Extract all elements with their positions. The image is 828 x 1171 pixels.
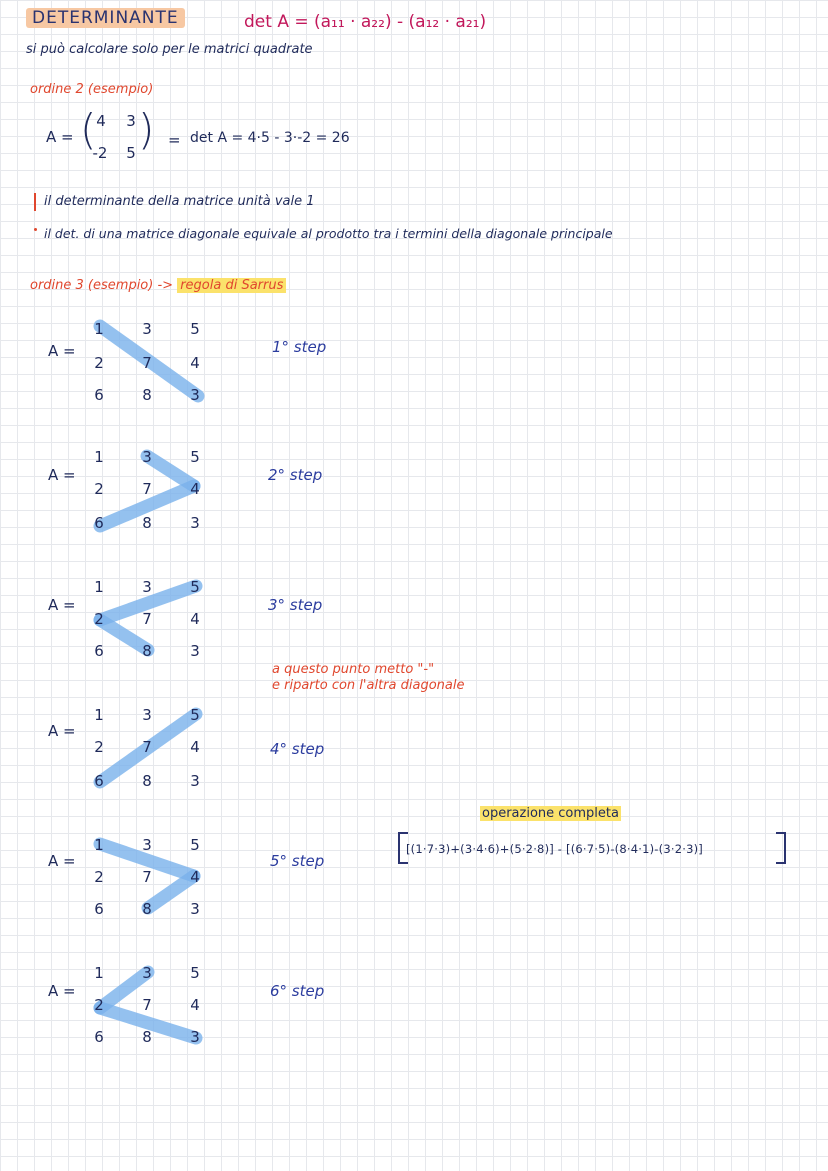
cell: 8 (142, 900, 152, 918)
cell: 2 (94, 868, 104, 886)
order3-heading (30, 278, 286, 293)
cell: 7 (142, 480, 152, 498)
cell: 3 (142, 578, 152, 596)
cell: 6 (94, 514, 104, 532)
cell: 5 (190, 964, 200, 982)
matrix-label: A = (48, 596, 76, 614)
cell: 4 (190, 996, 200, 1014)
cell: 2 (94, 354, 104, 372)
order2-cell: 3 (126, 112, 136, 130)
order3-heading-text: ordine 3 (esempio) -> (30, 278, 174, 293)
cell: 7 (142, 738, 152, 756)
cell: 3 (190, 772, 200, 790)
fact-marker (34, 193, 36, 211)
order2-heading: ordine 2 (esempio) (30, 82, 154, 97)
cell: 8 (142, 1028, 152, 1046)
cell: 2 (94, 996, 104, 1014)
cell: 3 (190, 386, 200, 404)
cell: 3 (142, 706, 152, 724)
step-label-4: 4° step (270, 740, 325, 758)
cell: 5 (190, 836, 200, 854)
cell: 6 (94, 1028, 104, 1046)
step-label-5: 5° step (270, 852, 325, 870)
step3-note-1: a questo punto metto "-" (272, 662, 435, 677)
cell: 8 (142, 386, 152, 404)
operation-title: operazione completa (482, 806, 619, 821)
matrix-label: A = (48, 722, 76, 740)
cell: 4 (190, 738, 200, 756)
step-label-3: 3° step (268, 596, 323, 614)
left-paren: ( (80, 105, 97, 154)
cell: 3 (190, 900, 200, 918)
cell: 6 (94, 386, 104, 404)
cell: 3 (142, 964, 152, 982)
order2-cell: 4 (96, 112, 106, 130)
cell: 1 (94, 836, 104, 854)
cell: 1 (94, 448, 104, 466)
matrix-label: A = (48, 466, 76, 484)
cell: 7 (142, 354, 152, 372)
cell: 2 (94, 610, 104, 628)
cell: 2 (94, 738, 104, 756)
order2-cell: -2 (92, 144, 108, 162)
cell: 3 (142, 448, 152, 466)
cell: 7 (142, 868, 152, 886)
cell: 8 (142, 514, 152, 532)
cell: 8 (142, 642, 152, 660)
cell: 8 (142, 772, 152, 790)
cell: 5 (190, 320, 200, 338)
fact-marker-dot (34, 228, 37, 231)
cell: 4 (190, 868, 200, 886)
cell: 5 (190, 448, 200, 466)
cell: 6 (94, 642, 104, 660)
cell: 6 (94, 772, 104, 790)
step-label-6: 6° step (270, 982, 325, 1000)
cell: 7 (142, 996, 152, 1014)
cell: 3 (190, 514, 200, 532)
cell: 6 (94, 900, 104, 918)
sarrus-rule: regola di Sarrus (177, 278, 286, 293)
matrix-label: A = (48, 982, 76, 1000)
cell: 4 (190, 354, 200, 372)
cell: 5 (190, 578, 200, 596)
order2-equals: = (168, 131, 181, 149)
step-label-2: 2° step (268, 466, 323, 484)
determinant-formula: det A = (a₁₁ · a₂₂) - (a₁₂ · a₂₁) (244, 12, 487, 32)
right-paren: ) (138, 105, 155, 154)
cell: 1 (94, 320, 104, 338)
cell: 3 (190, 642, 200, 660)
cell: 4 (190, 480, 200, 498)
cell: 1 (94, 964, 104, 982)
fact-identity: il determinante della matrice unità vale 1 (44, 194, 315, 209)
fact-diagonal: il det. di una matrice diagonale equivale al prodotto tra i termini della diagonale principale (44, 226, 613, 241)
step-label-1: 1° step (272, 338, 327, 356)
cell: 2 (94, 480, 104, 498)
cell: 3 (142, 836, 152, 854)
order2-label: A = (46, 128, 74, 146)
cell: 7 (142, 610, 152, 628)
order2-calc: det A = 4·5 - 3·-2 = 26 (190, 130, 350, 146)
cell: 3 (142, 320, 152, 338)
matrix-label: A = (48, 342, 76, 360)
page-title: DETERMINANTE (26, 8, 185, 28)
step3-note-2: e riparto con l'altra diagonale (272, 678, 465, 693)
cell: 1 (94, 578, 104, 596)
intro-note: si può calcolare solo per le matrici quadrate (26, 42, 313, 57)
cell: 5 (190, 706, 200, 724)
cell: 3 (190, 1028, 200, 1046)
cell: 4 (190, 610, 200, 628)
operation-expression: [(1·7·3)+(3·4·6)+(5·2·8)] - [(6·7·5)-(8·4·1)-(3·2·3)] (406, 842, 703, 856)
matrix-label: A = (48, 852, 76, 870)
order2-cell: 5 (126, 144, 136, 162)
cell: 1 (94, 706, 104, 724)
